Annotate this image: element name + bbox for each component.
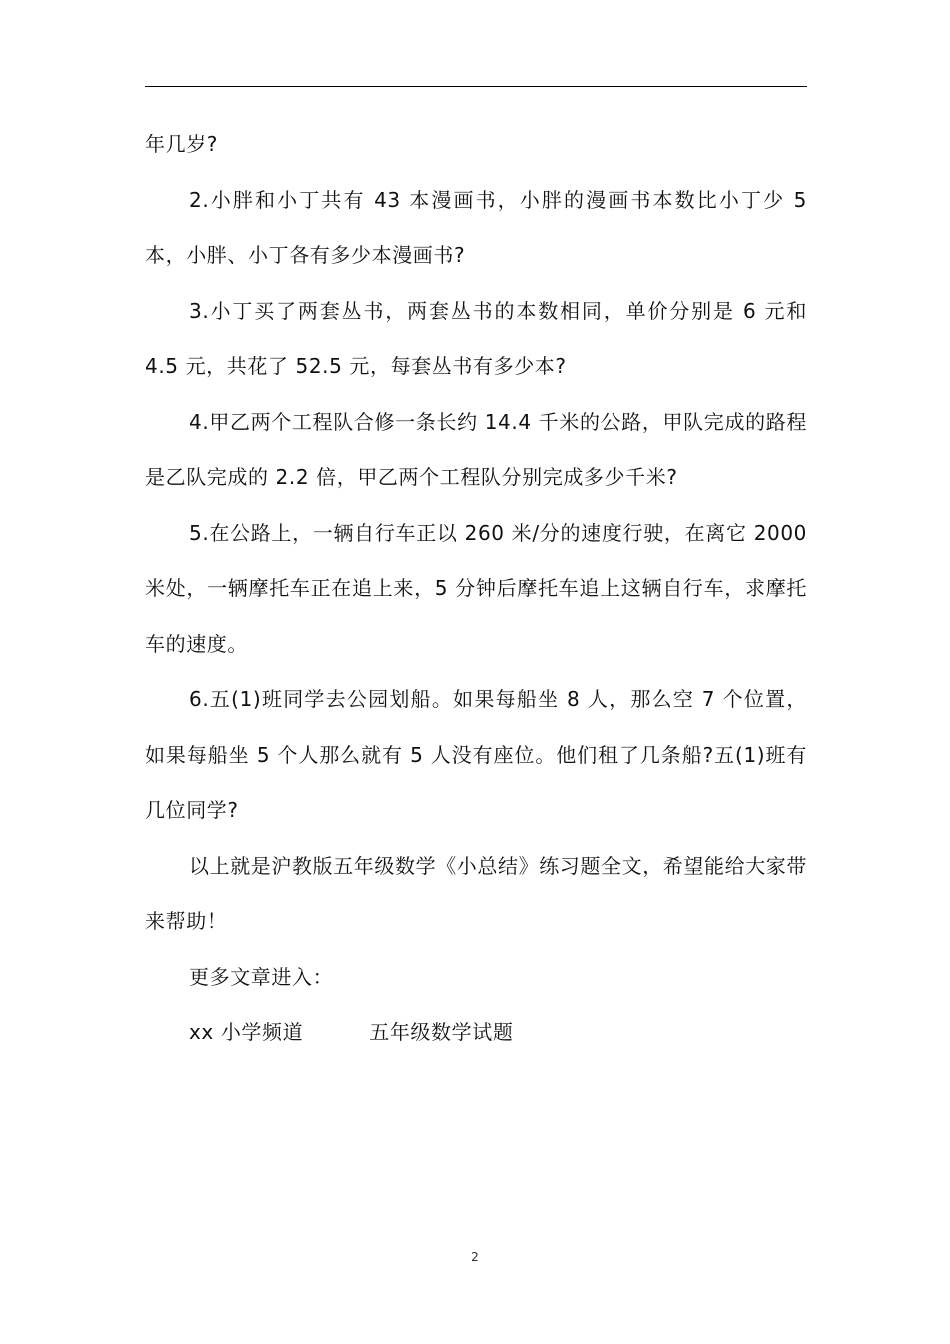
more-articles-label: 更多文章进入： <box>189 964 334 989</box>
link-primary-school-channel[interactable]: xx 小学频道 <box>189 1020 304 1044</box>
continuation-text: 年几岁? <box>145 132 219 156</box>
question-6: 6.五(1)班同学去公园划船。如果每船坐 8 人，那么空 7 个位置，如果每船坐 5 个人那么就有 5 人没有座位。他们租了几条船?五(1)班有几位同学? <box>145 687 807 822</box>
related-links <box>145 1005 807 1061</box>
link-spacer <box>303 1005 369 1061</box>
link-grade5-math-tests[interactable]: 五年级数学试题 <box>369 1020 514 1044</box>
closing-paragraph: 以上就是沪教版五年级数学《小总结》练习题全文，希望能给大家带来帮助！ <box>145 853 807 933</box>
question-5: 5.在公路上，一辆自行车正以 260 米/分的速度行驶，在离它 2000 米处，一辆摩托车正在追上来，5 分钟后摩托车追上这辆自行车，求摩托车的速度。 <box>145 520 807 656</box>
document-body <box>145 117 807 1061</box>
question-2: 2.小胖和小丁共有 43 本漫画书，小胖的漫画书本数比小丁少 5 本，小胖、小丁各有多少本漫画书? <box>145 187 807 267</box>
question-4: 4.甲乙两个工程队合修一条长约 14.4 千米的公路，甲队完成的路程是乙队完成的 2.2 倍，甲乙两个工程队分别完成多少千米? <box>145 409 807 489</box>
header-rule <box>145 86 807 87</box>
page-number: 2 <box>471 1250 479 1264</box>
question-3: 3.小丁买了两套丛书，两套丛书的本数相同，单价分别是 6 元和 4.5 元，共花了 52.5 元，每套丛书有多少本? <box>145 298 807 378</box>
